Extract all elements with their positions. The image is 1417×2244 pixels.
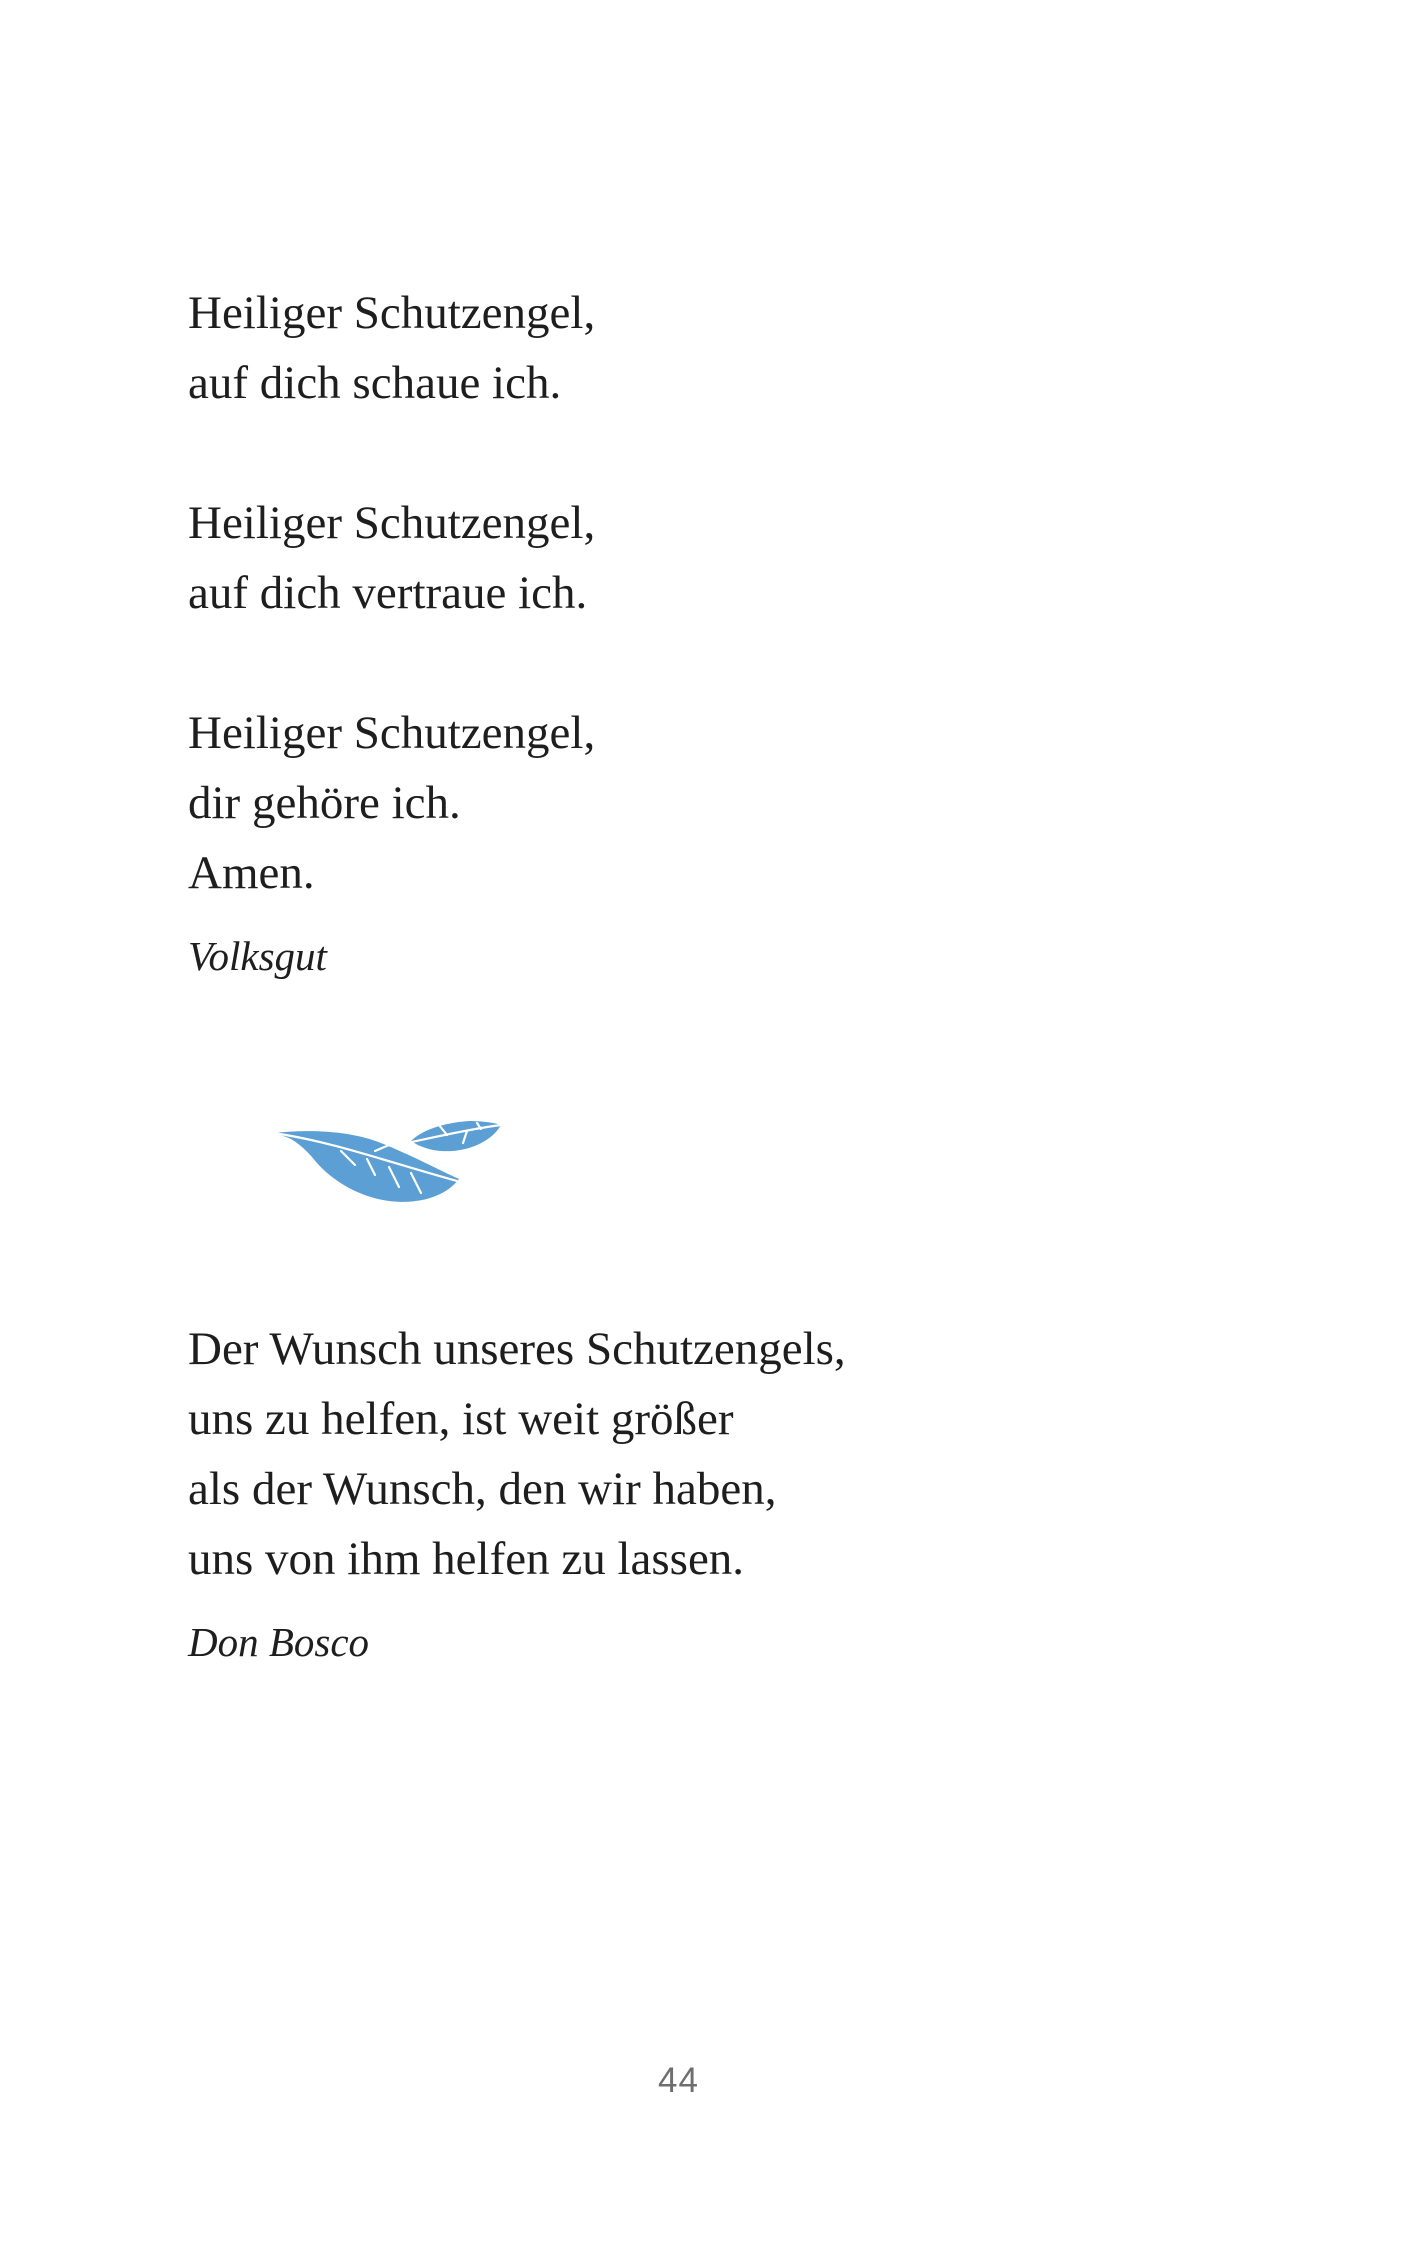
prayer-block	[188, 278, 595, 986]
quote-line: Der Wunsch unseres Schutzengels,	[188, 1323, 846, 1375]
prayer-stanza-3	[188, 698, 595, 908]
feather-icon	[271, 1121, 501, 1205]
prayer-line: Amen.	[188, 847, 315, 899]
prayer-line: auf dich vertraue ich.	[188, 567, 588, 619]
quote-line: als der Wunsch, den wir haben,	[188, 1463, 777, 1515]
prayer-line: dir gehöre ich.	[188, 777, 461, 829]
prayer-line: auf dich schaue ich.	[188, 357, 562, 409]
quote-source: Don Bosco	[188, 1619, 370, 1665]
prayer-source: Volksgut	[188, 933, 327, 979]
prayer-line: Heiliger Schutzengel,	[188, 497, 596, 549]
prayer-stanza-1	[188, 278, 595, 418]
prayer-line: Heiliger Schutzengel,	[188, 287, 596, 339]
page-number: 44	[658, 2061, 699, 2100]
prayer-line: Heiliger Schutzengel,	[188, 707, 596, 759]
quote-line: uns zu helfen, ist weit größer	[188, 1393, 734, 1445]
quote-line: uns von ihm helfen zu lassen.	[188, 1533, 745, 1585]
prayer-stanza-2	[188, 488, 595, 628]
quote-block	[188, 1314, 846, 1672]
